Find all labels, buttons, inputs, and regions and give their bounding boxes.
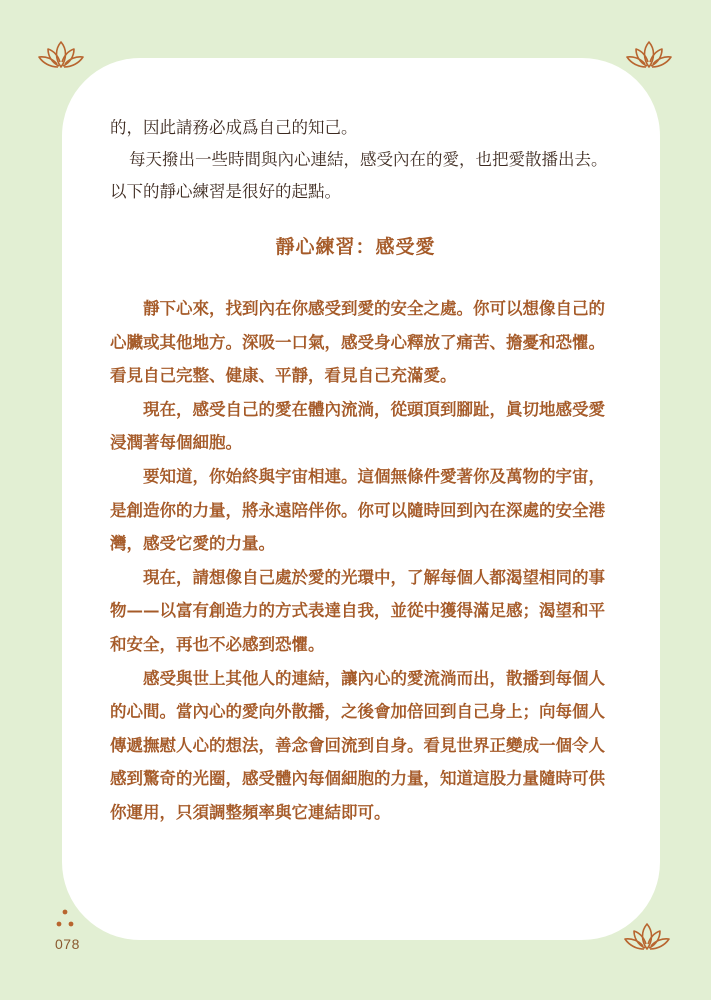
intro-paragraph: 每天撥出一些時間與內心連結，感受內在的愛，也把愛散播出去。以下的靜心練習是很好的起點。 xyxy=(110,150,608,201)
paragraph: 感受與世上其他人的連結，讓內心的愛流淌而出，散播到每個人的心間。當內心的愛向外散播，之後會加倍回到自己身上；向每個人傳遞撫慰人心的想法，善念會回流到自身。看見世界正變成一個令人感到驚奇的光圈，感受體內每個細胞的力量，知道這股力量隨時可供你運用，只須調整頻率與它連結即可。 xyxy=(110,668,605,822)
paragraph: 現在，請想像自己處於愛的光環中，了解每個人都渴望相同的事物——以富有創造力的方式表達自我，並從中獲得滿足感；渴望和平和安全，再也不必感到恐懼。 xyxy=(110,567,605,654)
section-title: 靜心練習：感受愛 xyxy=(275,236,436,258)
dots-icon xyxy=(56,909,74,931)
paragraph: 要知道，你始終與宇宙相連。這個無條件愛著你及萬物的宇宙，是創造你的力量，將永遠陪伴你。你可以隨時回到內在深處的安全港灣，感受它愛的力量。 xyxy=(110,466,605,554)
paragraph: 靜下心來，找到內在你感受到愛的安全之處。你可以想像自己的心臟或其他地方。深吸一口氣，感受身心釋放了痛苦、擔憂和恐懼。看見自己完整、健康、平靜，看見自己充滿愛。 xyxy=(110,299,605,386)
intro-line: 的，因此請務必成爲自己的知己。 xyxy=(110,118,358,137)
lotus-icon xyxy=(624,38,674,72)
lotus-icon xyxy=(36,38,86,72)
lotus-icon xyxy=(622,920,672,954)
page-number: 078 xyxy=(55,936,80,952)
intro-text xyxy=(110,112,610,208)
meditation-text xyxy=(110,292,605,830)
paragraph: 現在，感受自己的愛在體內流淌，從頭頂到腳趾，眞切地感受愛浸潤著每個細胞。 xyxy=(110,399,605,453)
